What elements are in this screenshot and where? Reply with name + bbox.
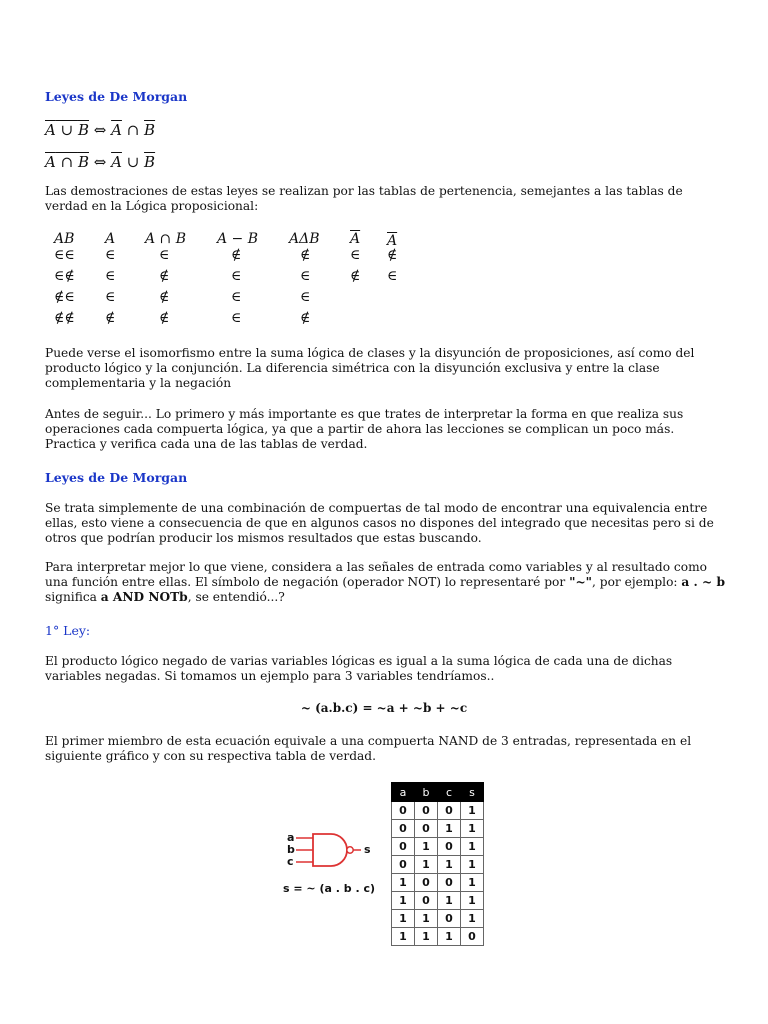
membership-cell: ∉	[159, 310, 170, 326]
table-cell: 1	[415, 928, 438, 946]
membership-cell: ∉	[105, 310, 116, 326]
table-cell: 1	[438, 892, 461, 910]
membership-cell: ∈	[105, 247, 116, 263]
membership-cell: ∉	[387, 247, 398, 263]
membership-cell: ∈	[231, 310, 242, 326]
truth-table	[391, 782, 484, 946]
membership-cell: ∉	[350, 268, 361, 284]
gates-paragraph: Se trata simplemente de una combinación de compuertas de tal modo de encontrar una equivalencia entre ellas, esto viene a consecuencia de que en algunos casos no dispones del integrado que necesitas pero si de otros que podrían producir los mismos resultados que estas buscando.	[45, 501, 714, 545]
table-row	[392, 928, 484, 946]
membership-table	[45, 228, 465, 328]
output-label-s: s	[364, 843, 371, 856]
membership-cell: ∈	[387, 268, 398, 284]
isomorphism-paragraph: Puede verse el isomorfismo entre la suma lógica de clases y la disyunción de proposiciones, así como del producto lógico y la conjunción. La diferencia simétrica con la disyunción exclusiva y entre la clase complementaria y la negación	[45, 346, 695, 390]
table-cell: 0	[438, 874, 461, 892]
table-cell: 1	[461, 820, 484, 838]
table-cell: 1	[392, 928, 415, 946]
intro-paragraph: Las demostraciones de estas leyes se realizan por las tablas de pertenencia, semejantes a las tablas de verdad en la Lógica proposicional:	[45, 184, 683, 213]
membership-cell: ∉∈	[54, 289, 75, 305]
table-cell: 0	[438, 838, 461, 856]
table-cell: 0	[392, 856, 415, 874]
table-cell: 1	[461, 802, 484, 820]
membership-header: $\overline{A}$	[387, 233, 398, 249]
table-cell: 0	[415, 820, 438, 838]
membership-cell: ∈	[350, 247, 361, 263]
table-cell: 0	[392, 820, 415, 838]
table-cell: 1	[415, 910, 438, 928]
table-cell: 1	[392, 892, 415, 910]
table-row	[392, 838, 484, 856]
membership-header: AΔB	[289, 231, 320, 247]
membership-cell: ∈∈	[54, 247, 75, 263]
table-row	[392, 820, 484, 838]
table-row	[392, 892, 484, 910]
section-heading: Leyes de De Morgan	[45, 470, 188, 485]
table-cell: 0	[438, 802, 461, 820]
de-morgan-law-2: A ∩ B ⇔ $\overline{A}$ ∪ $\overline{B}$	[45, 153, 156, 171]
membership-cell: ∉	[300, 310, 311, 326]
membership-cell: ∈	[231, 268, 242, 284]
table-cell: 0	[415, 892, 438, 910]
membership-cell: ∈	[231, 289, 242, 305]
table-cell: 1	[415, 838, 438, 856]
truth-table-header-row	[392, 783, 484, 802]
table-cell: 1	[461, 910, 484, 928]
first-law-paragraph: El producto lógico negado de varias variables lógicas es igual a la suma lógica de cada una de dichas variables negadas. Si tomamos un ejemplo para 3 variables tendríamos..	[45, 654, 673, 683]
gate-formula: s = ~ (a . b . c)	[283, 882, 376, 895]
table-cell: 0	[461, 928, 484, 946]
advice-paragraph: Antes de seguir... Lo primero y más importante es que trates de interpretar la forma en que realiza sus operaciones cada compuerta lógica, ya que a partir de ahora las lecciones se complican un poco más. Practica y verifica cada una de las tablas de verdad.	[45, 407, 684, 451]
input-label-b: b	[287, 843, 295, 856]
table-cell: 1	[438, 856, 461, 874]
membership-cell: ∉	[159, 268, 170, 284]
de-morgan-law-1: A ∪ B ⇔ $\overline{A}$ ∩ $\overline{B}$	[45, 121, 156, 139]
table-cell: 0	[438, 910, 461, 928]
membership-cell: ∉	[159, 289, 170, 305]
law-subheading: 1° Ley:	[45, 623, 91, 638]
notation-paragraph: Para interpretar mejor lo que viene, considera a las señales de entrada como variables y al resultado como una función entre ellas. El símbolo de negación (operador NOT) lo representaré por "~", por ejemplo: a . ~ b significa a AND NOTb, se entendió...?	[45, 560, 725, 604]
truth-table-header: c	[438, 783, 461, 802]
membership-header: A ∩ B	[145, 231, 187, 247]
membership-cell: ∈	[300, 268, 311, 284]
table-cell: 1	[461, 856, 484, 874]
membership-cell: ∈	[159, 247, 170, 263]
table-row	[392, 802, 484, 820]
input-label-a: a	[287, 831, 295, 844]
nand-paragraph: El primer miembro de esta ecuación equivale a una compuerta NAND de 3 entradas, representada en el siguiente gráfico y con su respectiva tabla de verdad.	[45, 734, 692, 763]
table-cell: 0	[392, 802, 415, 820]
table-cell: 1	[415, 856, 438, 874]
table-cell: 0	[415, 874, 438, 892]
table-cell: 0	[392, 838, 415, 856]
table-cell: 1	[438, 820, 461, 838]
table-cell: 1	[392, 910, 415, 928]
table-row	[392, 910, 484, 928]
table-row	[392, 856, 484, 874]
membership-header: $\overline{A}$	[350, 231, 361, 247]
membership-header: A − B	[217, 231, 259, 247]
membership-cell: ∈	[105, 268, 116, 284]
table-cell: 1	[438, 928, 461, 946]
table-cell: 1	[392, 874, 415, 892]
nand-gate-diagram	[283, 826, 383, 901]
section-heading: Leyes de De Morgan	[45, 89, 188, 104]
membership-cell: ∈	[300, 289, 311, 305]
membership-header: A	[105, 231, 116, 247]
table-row	[392, 874, 484, 892]
table-cell: 0	[415, 802, 438, 820]
table-cell: 1	[461, 838, 484, 856]
membership-cell: ∉∉	[54, 310, 75, 326]
truth-table-header: b	[415, 783, 438, 802]
membership-cell: ∉	[300, 247, 311, 263]
membership-cell: ∈	[105, 289, 116, 305]
input-label-c: c	[287, 855, 294, 868]
first-law-equation: ~ (a.b.c) = ~a + ~b + ~c	[300, 701, 468, 715]
membership-header: AB	[54, 231, 75, 247]
table-cell: 1	[461, 874, 484, 892]
truth-table-header: s	[461, 783, 484, 802]
membership-cell: ∉	[231, 247, 242, 263]
membership-cell: ∈∉	[54, 268, 75, 284]
table-cell: 1	[461, 892, 484, 910]
truth-table-header: a	[392, 783, 415, 802]
